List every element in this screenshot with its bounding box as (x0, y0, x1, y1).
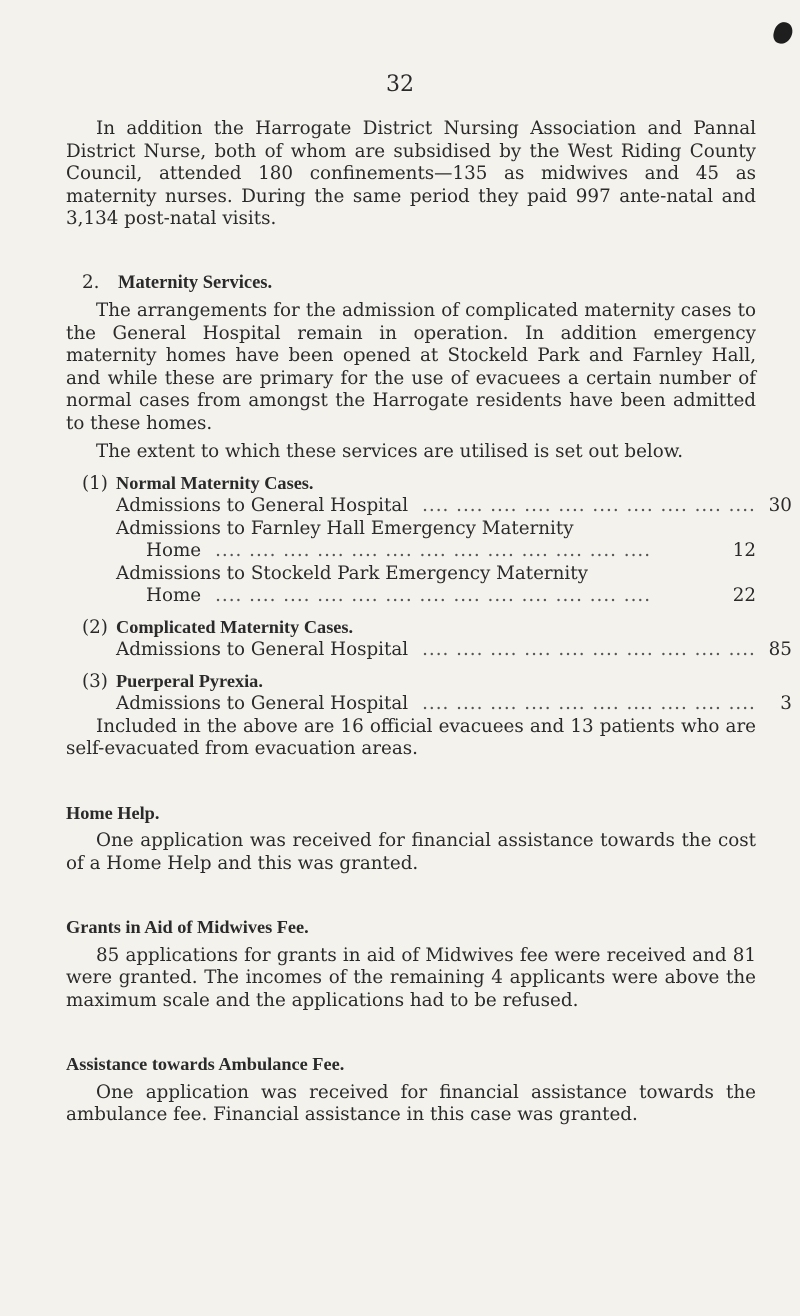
grants-section (66, 916, 756, 1012)
group-number: (1) (82, 472, 108, 494)
entry-label-continuation: Home (146, 540, 202, 561)
ambulance-heading: Assistance towards Ambulance Fee. (66, 1054, 345, 1074)
page-content (66, 118, 792, 1127)
home-help-heading: Home Help. (66, 802, 160, 823)
entry-value: 22 (732, 585, 756, 606)
entry-label: Admissions to General Hospital (116, 693, 409, 714)
home-help-section (66, 802, 756, 876)
list-item (66, 518, 756, 563)
entry-value: 30 (768, 495, 792, 516)
list-item (66, 563, 756, 608)
list-item (66, 495, 792, 518)
maternity-paragraph-2: The extent to which these services are utilised is set out below. (96, 441, 684, 462)
entry-label: Admissions to Stockeld Park Emergency Maternity (116, 562, 588, 584)
ambulance-section (66, 1053, 756, 1127)
entry-value: 12 (732, 540, 756, 561)
group-title: Normal Maternity Cases. (116, 472, 314, 493)
ambulance-paragraph: One application was received for financial assistance towards the ambulance fee. Financial assistance in this case was granted. (66, 1081, 756, 1125)
dot-leader: .... .... .... .... .... .... .... .... .... .... (422, 693, 756, 714)
case-group-heading (66, 670, 756, 694)
case-group-complicated (66, 616, 792, 662)
entry-label-continuation: Home (146, 585, 202, 606)
entry-value: 3 (780, 693, 792, 714)
ink-blot-mark (771, 20, 794, 46)
group-title: Puerperal Pyrexia. (116, 670, 263, 691)
dot-leader: .... .... .... .... .... .... .... .... .... .... (422, 639, 756, 660)
group-title: Complicated Maternity Cases. (116, 616, 354, 637)
case-group-heading (66, 616, 756, 640)
dot-leader: .... .... .... .... .... .... .... .... .... .... (422, 495, 756, 516)
entry-label: Admissions to General Hospital (116, 639, 409, 660)
maternity-footnote: Included in the above are 16 official evacuees and 13 patients who are self-evacuated from evacuation areas. (66, 715, 756, 759)
group-number: (2) (82, 616, 108, 638)
section-title: Maternity Services. (118, 272, 273, 293)
page-number: 32 (386, 72, 414, 97)
group-number: (3) (82, 670, 108, 692)
section-number: 2. (82, 271, 100, 293)
entry-value: 85 (768, 639, 792, 660)
maternity-services-heading (66, 272, 756, 295)
entry-label: Admissions to Farnley Hall Emergency Maternity (116, 517, 574, 539)
intro-paragraph: In addition the Harrogate District Nursing Association and Pannal District Nurse, both of whom are subsidised by the West Riding County Council, attended 180 confinements—135 as midwives and 45 as maternity nurses. During the same period they paid 997 ante-natal and 3,134 post-natal visits. (66, 118, 756, 229)
case-group-heading (66, 472, 756, 496)
home-help-paragraph: One application was received for financial assistance towards the cost of a Home Help and this was granted. (66, 830, 756, 874)
list-item (66, 693, 792, 716)
list-item (66, 639, 792, 662)
grants-paragraph: 85 applications for grants in aid of Midwives fee were received and 81 were granted. The incomes of the remaining 4 applicants were above the maximum scale and the applications had to be refused. (66, 944, 756, 1011)
maternity-paragraph-1: The arrangements for the admission of complicated maternity cases to the General Hospital remain in operation. In addition emergency maternity homes have been opened at Stockeld Park and Farnley Hall, and while these are primary for the use of evacuees a certain number of normal cases from amongst the Harrogate residents have been admitted to these homes. (66, 300, 756, 434)
case-group-puerperal (66, 670, 792, 716)
dot-leader: .... .... .... .... .... .... .... .... .... .... .... .... .... (215, 540, 652, 561)
dot-leader: .... .... .... .... .... .... .... .... .... .... .... .... .... (215, 585, 652, 606)
entry-label: Admissions to General Hospital (116, 495, 409, 516)
case-group-normal (66, 472, 792, 608)
grants-heading: Grants in Aid of Midwives Fee. (66, 917, 309, 937)
